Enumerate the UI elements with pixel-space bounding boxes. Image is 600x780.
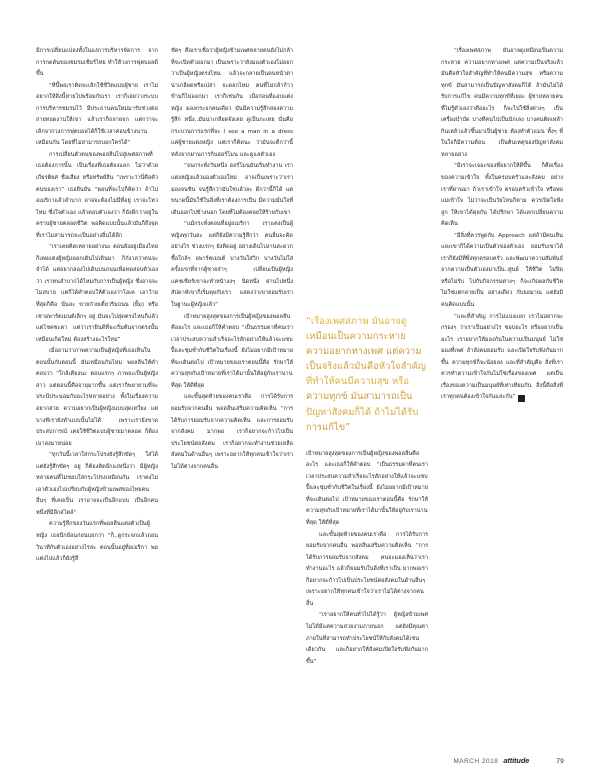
paragraph: “จนกระทั่งวันหนึ่ง ฮอร์โมนมันเริ่มทำงาน เราแต่งหญิงแล้วมองตัวเองใหม่ อาจเป็นเพราะว่าเรามองจนชิน จนรู้สึกว่ามันใช่แล้วละ ดีกว่านี้ก็ได้ แต่ขนาดนี้มันใช้ในสิ่งที่เราต้องการเป็น มีความมั่นใจที่เดินออกไปข้างนอก โดยที่ไม่ต้องคอยให้ร้ายกับเขา (171, 163, 293, 216)
paragraph: ความรู้สึกของวันแรกที่พอลลีนแต่งตัวเป็นผู้หญิง เธอนึกย้อนก่อนบอกว่า “ก็..ดูกระจกแล้วถอนวินาทีกับตัวเองอย่างไรล่ะ ตอนนั้นอยู่ที่อเมริกา พอแต่งไปแล้วก็ยังรู้สึ (36, 521, 158, 563)
article-end-marker-icon: a (518, 395, 525, 402)
article-columns (36, 46, 564, 722)
paragraph: “ทุกวันนี้เวลาใส่กระโปรงยังรู้สึกขัดๆ ใส่ได้ แต่ยังรู้สึกขัดๆ อยู่ ก็ต้องคิดอีกแง่หนึ่งว่า มีผู้หญิงหลายคนที่ไม่ชอบใส่กระโปรงเหมือนกัน เราคงไม่เอาตัวเองไปเปรียบกับผู้หญิงข้ามเพศของไทยคนอื่นๆ ที่เคยเป็น เราอาจจะเป็นอีกแบบ เป็นอีกคนหนึ่งที่มีอีกสไตล์” (36, 452, 158, 516)
paragraph: เป้าหมายสูงสุดของการเป็นผู้หญิงของพอลลีนคืออะไร และเธอก็ให้คำตอบ “เป็นธรรมดาที่คนเราเวลาประสบความสำเร็จอะไรสักอย่างให้แล้วจะแซบปี้และชุ่มช่ำกับชีวิตในเรื่องนี้ ยังไม่อยากมีเป้าหมายที่จะเดินต่อไป เป้าหมายของเราตอนนี้คือ รักษาให้ความสุขกับเป้าหมายที่เราได้มานั้นให้อยู่กับเรานานที่สุด ให้ดีที่สุด (306, 450, 428, 527)
paragraph-text: “และที่สำคัญ การไม่แบ่งแยก เราไม่อยากจะกรองๆ ว่าเราเป็นอย่างไร ชอบอะไร หรืออยากเป็นอะไร เราอยากให้มองกันในความเป็นมนุษย์ ไม่ใช่มองที่เพศ ถ้าสังคมยอมรับ และเปิดใจรับฟังกันมากขึ้น ความทุกข์ก็จะน้อยลง และที่สำคัญคือ สิ่งที่เราควรทำความเข้าใจกันไม่ใช่เรื่องของเพศ แต่เป็นเรื่องของความเป็นมนุษย์ที่เท่าเทียมกัน สิ่งนี้คือสิ่งที่เราทุกคนต้องเข้าใจกันและกัน” (441, 313, 563, 401)
quote-bottom-spacer (306, 435, 428, 449)
page-footer (36, 754, 564, 766)
footer-page-number: 79 (556, 757, 564, 765)
pull-quote: “เรื่องเพศสภาพ มันอาจดูเหมือนเป็นความกระหาย ความอยากทางเพศ แต่ความเป็นจริงแล้วมันคือหัวใจสำคัญที่ทำให้คนมีความสุข หรือความทุกข์ มันสามารถเป็นปัญหาสังคมก็ได้ ถ้าไม่ได้รับการแก้ไข” (306, 314, 428, 435)
paragraph: “มีสิ่งที่ควรพูดกับ Approach แต่ถ้ามีคนเห็น และเขาก็ได้ความเป็นตัวของตัวเอง ยอมรับเขาได้ เราก็ยังมีที่พึ่งทุกครอบครัว และพัฒนาความสัมพันธ์จากความเป็นตัวเองมาเป็น..ศูนย์ ให้ชีวิต ไม่ปิดหรือไม่รับ ไปกับกิจกรรมต่างๆ ก็จะเกิดผลกับชีวิต ไม่ใช่แต่กลายเป็น อย่างเดียว กับยอมาณ แต่ยังมีคนคิดแบบนั้น (441, 232, 563, 309)
text-column-2 (171, 46, 293, 473)
paragraph-final (441, 312, 563, 404)
paragraph: และขั้นสุดท้ายของคนเราคือ การได้รับการยอมรับจากคนอื่น พอลลีนเสริมความคิดเห็น “การได้รับการยอมรับจากสังคม คนจะมองเห็นว่าเราทำงานอะไร แล้วก็ยอมรับในสิ่งที่เราเป็น มากพอเราก็อยากจะก้าวไปเป็นประโยชน์ต่อสังคมในด้านอื่นๆ เพราะอยากให้ทุกคนเข้าใจว่าเราไม่ได้ต่างจากคนอื่น (306, 531, 428, 607)
paragraph: ชัดๆ คือเราเชื่อว่าผู้หญิงข้ามเพศหลายคนยังไม่กล้าที่จะเปิดตัวออกมา เป็นเพราะว่ายังมองตัวเองไม่ออกว่าเป็นผู้หญิงตรงไหน แล้วจะกลายเป็นคนหน้าตาน่าเกลียดหรือเปล่า จะดอกไหม คนที่ไม่กล้าก้าวข้ามก็ไม่ออกมา เราก็เช่นกัน เมื่อก่อนที่แอบแต่งหญิง มองกระจกคนเดียว มันมีความรู้สึกสองความรู้สึก หนึ่ง..มันน่าเกลียดจังเลย ดูเป็นกะเทย นั่นคือกระบวนการแรกที่จะ I see a man in a dress แค่ผู้ชายแต่งหญิง แต่เราก็คิดนะ ว่ามันจะดีกว่านี้ หลังจากผ่านการกินฮอร์โมน และดูแลตัวเอง (171, 48, 293, 158)
paragraph: “ทีนี้พอเราคิดจะเลิกใช้ชีวิตแบบผู้ชาย เราไม่อยากให้สิ่งนี้หายไปพร้อมกับเรา เราก็เลยวางระบบการบริหารชมรมไว้ มีประธานคนใหม่มารับช่วงต่อ ถ่ายทอดงานให้เขา แล้วเราก็ถลายจก แต่กว่าจะเลิกจากวงการฟุตบอลได้ก็ใช้เวลาค่อนข้างนานเหมือนกัน โดยที่ไม่สามารถบอกใครได้” (36, 82, 158, 147)
text-column-1 (36, 46, 158, 566)
text-column-4 (441, 46, 563, 404)
paragraph: เป้าหมายสูงสุดของการเป็นผู้หญิงของพอลลีนคืออะไร และเธอก็ให้คำตอบ “เป็นธรรมดาที่คนเราเวลาประสบความสำเร็จอะไรสักอย่างให้แล้วจะแซบปี้และชุ่มช่ำกับชีวิตในเรื่องนี้ ยังไม่อยากมีเป้าหมายที่จะเดินต่อไป เป้าหมายของเราตอนนี้คือ รักษาให้ความสุขกับเป้าหมายที่เราได้มานั้นให้อยู่กับเรานานที่สุด ให้ดีที่สุด (171, 313, 293, 389)
paragraph: “เรื่องเพศสภาพ มันอาจดูเหมือนเป็นความกระหาย ความอยากทางเพศ แต่ความเป็นจริงแล้วมันคือหัวใจสำคัญที่ทำให้คนมีความสุข หรือความทุกข์ มันสามารถเป็นปัญหาสังคมก็ได้ ถ้ามันไม่ได้รับการแก้ไข คนมีความทุกข์ที่เยอะ ผู้ชายหลายคนที่ไม่รู้ตัวเองว่าคืออะไร ก็จะไปใช้สิ่งต่างๆ เป็นเครื่องบำบัด บางทีคนไปเป็นนักเลง บางคนติดเหล้า กินเหล้าแล้วขึ้นมาเป็นผู้ชาย ต้องทำตัวแมน ทั้งๆ ที่ในใจก็มีความต้อน เป็นต้นเหตุของปัญหาสังคมหลายอย่าง (441, 48, 563, 158)
paragraph: “แม้กระทั่งตอนที่อยู่อเมริกา เราแต่งเป็นผู้หญิงทุกวันละ แต่ก็ยังมีความรู้สึกว่า คนอื่นจะคิดอย่างไร ช่วงแรกๆ ยังคิดอยู่ อย่างเดินไปงานสะดวกซื้อใกล้ๆ อพาร์ตเมนต์ บางวันใส่วิก บางวันไม่ใส่ ครั้งแรกที่จากผู้ชายจ๋าๆ เปลี่ยนเป็นผู้หญิง แคชเชียร์เขาจะทำหน้างงๆ นิดหนึ่ง ผ่านไปหนึ่งสัปดาห์เขาก็เริ่มคุยกับเรา แสดงว่าเขายอมรับเราในฐานะผู้หญิงแล้ว” (171, 221, 293, 309)
paragraph: “เราอยากให้คนทั่วไปได้รู้ว่า ผู้หญิงข้ามเพศไม่ได้มีแค่ความสวยงามภายนอก แต่ยังมีคุณค่าภายในที่สามารถทำประโยชน์ให้กับสังคมได้เช่นเดียวกัน และก็อยากให้สังคมเปิดใจรับฟังกันมากขึ้น” (306, 612, 428, 665)
paragraph: มีการเปลี่ยนแปลงทั้งในแง่การบริหารจัดการ จากการกดดันของชมรมเชียร์ไทย ทำให้วงการฟุตบอลดีขึ้น (36, 48, 158, 78)
paragraph: “เราเคยคิดเหลายอย่างนะ ตอนยังอยู่เมืองไทยก็เคยแต่งผู้หญิงออกเดินไปเดินมา ก็กังวลว่าคนจะจำได้ แต่อยากลองไปเดินบนถนนเพื่อทดสอบตัวเองว่า เราทนลำบากได้ไหมกับการเป็นผู้หญิง ซึ่งอาจจะไม่สบาย แต่ก็ได้คำตอบให้ตัวเองว่าโอเค เอาว้ายที่สุดก็คือ นั่นละ ขายก๋วยเตี๋ยวริมถนน (ยิ้ม) หรือเช่าอพาร์ตเมนต์เล็กๆ อยู่ มันจะไปสุดตรงไหนก็แล้วแต่โชคชะตา แต่ว่าเรายินดีที่จะเริ่มต้นจากตรงนั้น เหมือนเกิดใหม่ ต้องสร้างอะไรใหม่” (36, 244, 158, 343)
text-column-3 (306, 46, 428, 668)
paragraph: การเปลี่ยนตัวตนของพอลลีนไปสู่เพศสภาพที่เธอต้องการนั้น เป็นเรื่องที่เธอต้องแลก ไม่ว่าด้วยเกียรติยศ ชื่อเสียง หรือทรัพย์สิน “เพราะว่านี่คือตัวตนของเรา” เธอยืนยัน “ตอนที่จะไปก็คิดว่า ถ้าไปอเมริกาแล้วลำบาก อาจจะต้องไม่มีที่อยู่ เราจะไหวไหม ซึ่งใจตัวเอง แล้วตอบตัวเองว่า ก็ยังดีกว่าอยู่ในคราบผู้ชายตลอดชีวิต พอคิดแบบนั้นแล้วมันก็ถึงจุดที่เราไม่สามารถจะเป็นอย่างอื่นได้อีก (36, 151, 158, 239)
paragraph: เมื่อถามว่าภาพความเป็นผู้หญิงที่เธอเห็นในตอนนั้นกับตอนนี้ มันเหมือนกันไหม พอลลีนให้คำตอบว่า “ใกล้เคียงนะ ตอนแรกๆ ภาพจะเป็นผู้หญิงสาว แต่ตอนนี้คือจายุมากขึ้น แต่เราก็พยายามที่จะประนีประนอมกับอะไรหลายอย่าง ทั้งในเรื่องความอยากสวย ความอยากเป็นผู้หญิงแบบสุดเหวี่ยง แต่บางทีเรายังทำแบบนั้นไม่ได้ เพราะเรายังขาดประสบการณ์ เคยใช้ชีวิตแบบผู้ชายมาตลอด ก็ต้องเบาลงมาหน่อย (36, 348, 158, 447)
quote-top-spacer (306, 46, 428, 314)
footer-brand-logo: attitude (503, 755, 530, 765)
paragraph: “มีเราจะเจอะของที่อยากให้ดีขึ้น ก็คือเรื่องของความเข้าใจ ทั้งในครอบครัวและสังคม อย่างเราที่ผ่านมา ถ้าเราเข้าใจ ครอบครัวเข้าใจ หรือพ่อแม่เข้าใจ ไม่ว่าจะเป็นวัยไหนก็ตาม ควรเปิดใจฟังลูก ให้เขาได้คุยกัน ได้ปรึกษา ได้แลกเปลี่ยนความคิดเห็น (441, 163, 563, 228)
paragraph: และขั้นสุดท้ายของคนเราคือ การได้รับการยอมรับจากคนอื่น พอลลีนเสริมความคิดเห็น “การได้รับการยอมรับจากความคิดเห็น และการยอมรับจากสังคม มากพอ เราก็อยากจะก้าวไปเป็นประโยชน์ต่อสังคม เราก็อยากจะทำงานช่วยเหลือสังคมในด้านอื่นๆ เพราะอยากให้ทุกคนเข้าใจว่าเราไม่ได้ต่างจากคนอื่น (171, 394, 293, 470)
footer-issue-date: MARCH 2018 (453, 757, 499, 765)
footer-inner (453, 756, 564, 765)
